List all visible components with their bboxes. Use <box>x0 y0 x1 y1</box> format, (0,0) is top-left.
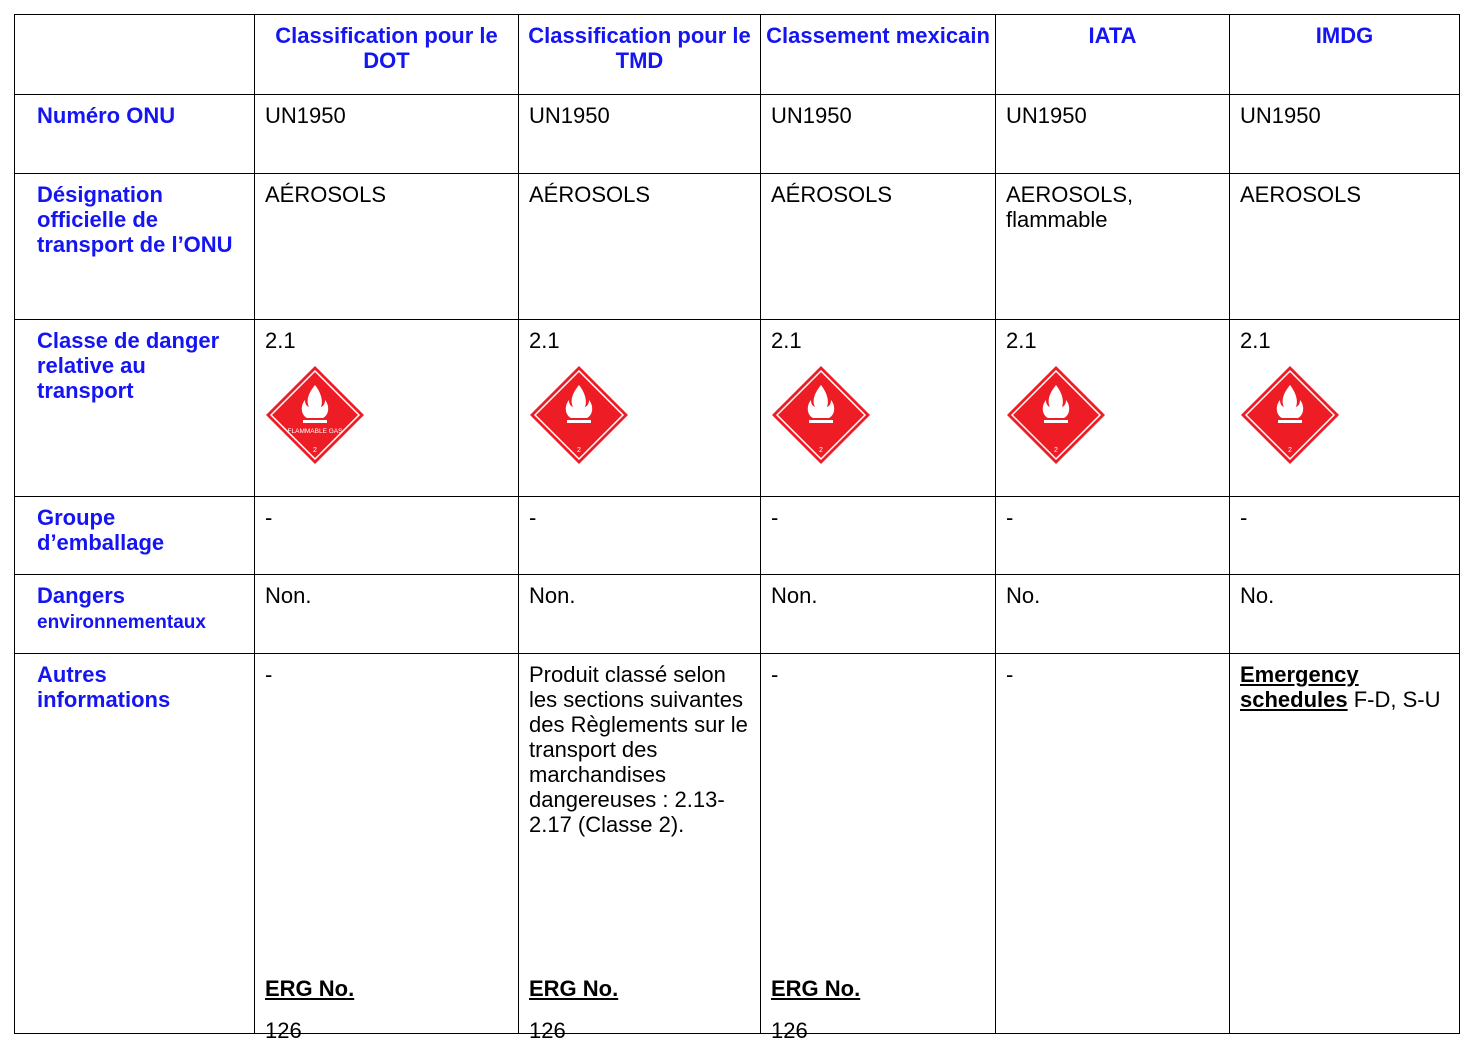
header-tmd: Classification pour le TMD <box>519 15 761 95</box>
other-info-mexican-cell <box>761 654 996 1043</box>
environmental-label-cell <box>15 575 255 654</box>
other-info-imdg-cell <box>1230 654 1460 1034</box>
erg-value: 126 <box>529 1018 566 1043</box>
hazard-class-imdg-cell <box>1230 320 1460 497</box>
other-info-iata-cell <box>996 654 1230 1034</box>
erg-label: ERG No. <box>529 976 619 1001</box>
hazard-class-iata-cell <box>996 320 1230 497</box>
emergency-schedules-label: Emergency schedules <box>1240 662 1359 712</box>
packing-group-iata: - <box>996 497 1230 575</box>
un-number-dot: UN1950 <box>255 95 519 174</box>
shipping-name-row <box>15 174 1460 320</box>
svg-text:2: 2 <box>819 447 823 454</box>
packing-group-dot: - <box>255 497 519 575</box>
environmental-iata: No. <box>996 575 1230 654</box>
erg-block-mexican <box>771 976 860 1043</box>
other-info-dot-cell <box>255 654 519 1043</box>
shipping-name-dot: AÉROSOLS <box>255 174 519 320</box>
environmental-tmd: Non. <box>519 575 761 654</box>
shipping-name-mexican: AÉROSOLS <box>761 174 996 320</box>
un-number-label: Numéro ONU <box>15 95 255 174</box>
other-info-label: Autres informations <box>15 654 255 1034</box>
emergency-schedules-value: F-D, S-U <box>1347 687 1441 712</box>
packing-group-mexican: - <box>761 497 996 575</box>
shipping-name-tmd: AÉROSOLS <box>519 174 761 320</box>
header-row <box>15 15 1460 95</box>
environmental-row <box>15 575 1460 654</box>
hazard-class-mexican-cell <box>761 320 996 497</box>
other-info-dot: - <box>265 662 273 687</box>
packing-group-imdg: - <box>1230 497 1460 575</box>
header-mexican: Classement mexicain <box>761 15 996 95</box>
environmental-label-line2: environnementaux <box>37 612 206 633</box>
packing-group-tmd: - <box>519 497 761 575</box>
hazard-class-row <box>15 320 1460 497</box>
shipping-name-iata: AEROSOLS, flammable <box>996 174 1230 320</box>
hazard-class-dot: 2.1 <box>265 328 296 353</box>
header-imdg: IMDG <box>1230 15 1460 95</box>
environmental-mexican: Non. <box>761 575 996 654</box>
environmental-imdg: No. <box>1230 575 1460 654</box>
erg-block-tmd <box>529 976 618 1043</box>
environmental-label-line1: Dangers <box>37 583 126 608</box>
header-dot: Classification pour le DOT <box>255 15 519 95</box>
hazard-class-iata: 2.1 <box>1006 328 1037 353</box>
hazard-class-tmd-cell <box>519 320 761 497</box>
flammable-gas-placard-icon <box>1006 365 1106 465</box>
un-number-row <box>15 95 1460 174</box>
other-info-row <box>15 654 1460 1034</box>
svg-text:2: 2 <box>577 447 581 454</box>
hazard-class-imdg: 2.1 <box>1240 328 1271 353</box>
hazard-class-label: Classe de danger relative au transport <box>15 320 255 497</box>
transport-info-table <box>14 14 1460 1043</box>
other-info-mexican: - <box>771 662 779 687</box>
erg-value: 126 <box>771 1018 808 1043</box>
erg-label: ERG No. <box>265 976 355 1001</box>
svg-text:2: 2 <box>313 447 317 454</box>
erg-block-dot <box>265 976 354 1043</box>
erg-value: 126 <box>265 1018 302 1043</box>
flammable-gas-placard-icon <box>1240 365 1340 465</box>
flammable-gas-placard-icon <box>771 365 871 465</box>
un-number-tmd: UN1950 <box>519 95 761 174</box>
erg-label: ERG No. <box>771 976 861 1001</box>
svg-text:2: 2 <box>1054 447 1058 454</box>
un-number-iata: UN1950 <box>996 95 1230 174</box>
un-number-mexican: UN1950 <box>761 95 996 174</box>
hazard-class-tmd: 2.1 <box>529 328 560 353</box>
shipping-name-imdg: AEROSOLS <box>1230 174 1460 320</box>
header-empty-cell <box>15 15 255 95</box>
flammable-gas-placard-icon <box>265 365 365 465</box>
svg-text:2: 2 <box>1288 447 1292 454</box>
environmental-dot: Non. <box>255 575 519 654</box>
other-info-tmd-cell <box>519 654 761 1043</box>
hazard-class-dot-cell <box>255 320 519 497</box>
placard-label-text: FLAMMABLE GAS <box>287 428 343 435</box>
other-info-iata: - <box>1006 662 1014 687</box>
shipping-name-label: Désignation officielle de transport de l’ONU <box>15 174 255 320</box>
packing-group-label: Groupe d’emballage <box>15 497 255 575</box>
hazard-class-mexican: 2.1 <box>771 328 802 353</box>
other-info-tmd: Produit classé selon les sections suivantes des Règlements sur le transport des marchandises dangereuses : 2.13-2.17 (Classe 2). <box>529 662 748 837</box>
packing-group-row <box>15 497 1460 575</box>
un-number-imdg: UN1950 <box>1230 95 1460 174</box>
header-iata: IATA <box>996 15 1230 95</box>
flammable-gas-placard-icon <box>529 365 629 465</box>
